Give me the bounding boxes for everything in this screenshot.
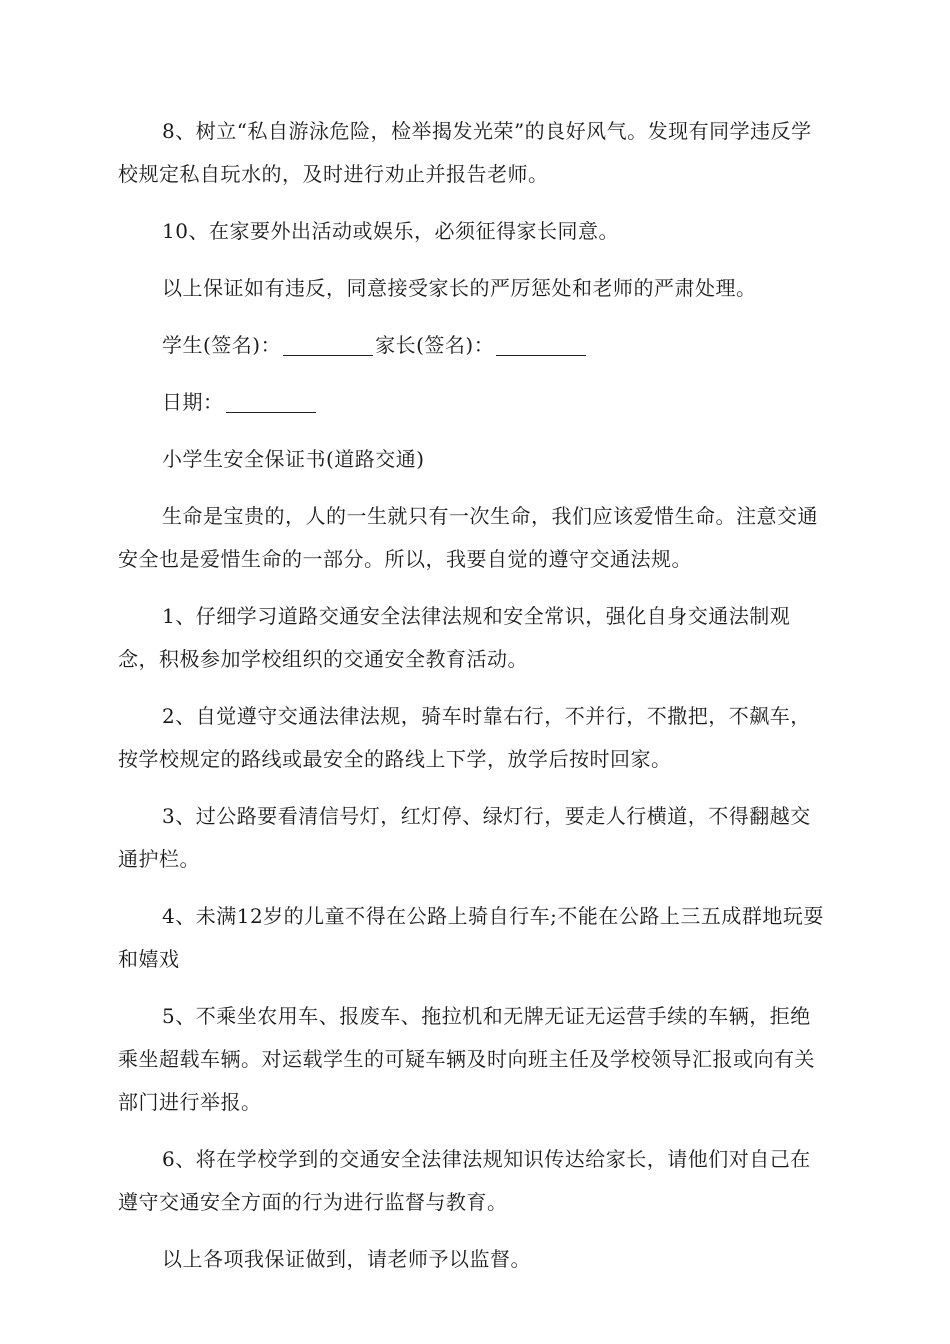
document-page [118,110,830,1295]
section-intro: 生命是宝贵的，人的一生就只有一次生命，我们应该爱惜生命。注意交通安全也是爱惜生命的一部分。所以，我要自觉的遵守交通法规。 [118,504,818,571]
student-signature-blank [283,335,373,356]
paragraph-item-8: 8、树立“私自游泳危险，检举揭发光荣”的良好风气。发现有同学违反学校规定私自玩水的，及时进行劝止并报告老师。 [118,119,812,186]
list-item-2: 2、自觉遵守交通法律法规，骑车时靠右行，不并行，不撒把，不飙车，按学校规定的路线或最安全的路线上下学，放学后按时回家。 [118,704,811,771]
paragraph-promise: 以上保证如有违反，同意接受家长的严厉惩处和老师的严肃处理。 [162,276,757,300]
list-item-4: 4、未满12岁的儿童不得在公路上骑自行车;不能在公路上三五成群地玩耍和嬉戏 [118,904,824,971]
parent-signature-label: 家长(签名)： [375,333,495,357]
list-item-6: 6、将在学校学到的交通安全法律法规知识传达给家长，请他们对自己在遵守交通安全方面的行为进行监督与教育。 [118,1147,811,1214]
list-item-5: 5、不乘坐农用车、报废车、拖拉机和无牌无证无运营手续的车辆，拒绝乘坐超载车辆。对运载学生的可疑车辆及时向班主任及学校领导汇报或向有关部门进行举报。 [118,1004,815,1114]
student-signature-label: 学生(签名)： [162,333,282,357]
paragraph-item-10: 10、在家要外出活动或娱乐，必须征得家长同意。 [162,219,619,243]
date-line [118,381,830,424]
list-item-1: 1、仔细学习道路交通安全法律法规和安全常识，强化自身交通法制观念，积极参加学校组织的交通安全教育活动。 [118,604,791,671]
date-blank [226,392,316,413]
closing-statement: 以上各项我保证做到，请老师予以监督。 [162,1247,531,1271]
parent-signature-blank [496,335,586,356]
section-title: 小学生安全保证书(道路交通) [162,447,425,471]
date-label: 日期： [162,390,224,414]
list-item-3: 3、过公路要看清信号灯，红灯停、绿灯行，要走人行横道，不得翻越交通护栏。 [118,804,811,871]
signature-line [118,324,830,367]
